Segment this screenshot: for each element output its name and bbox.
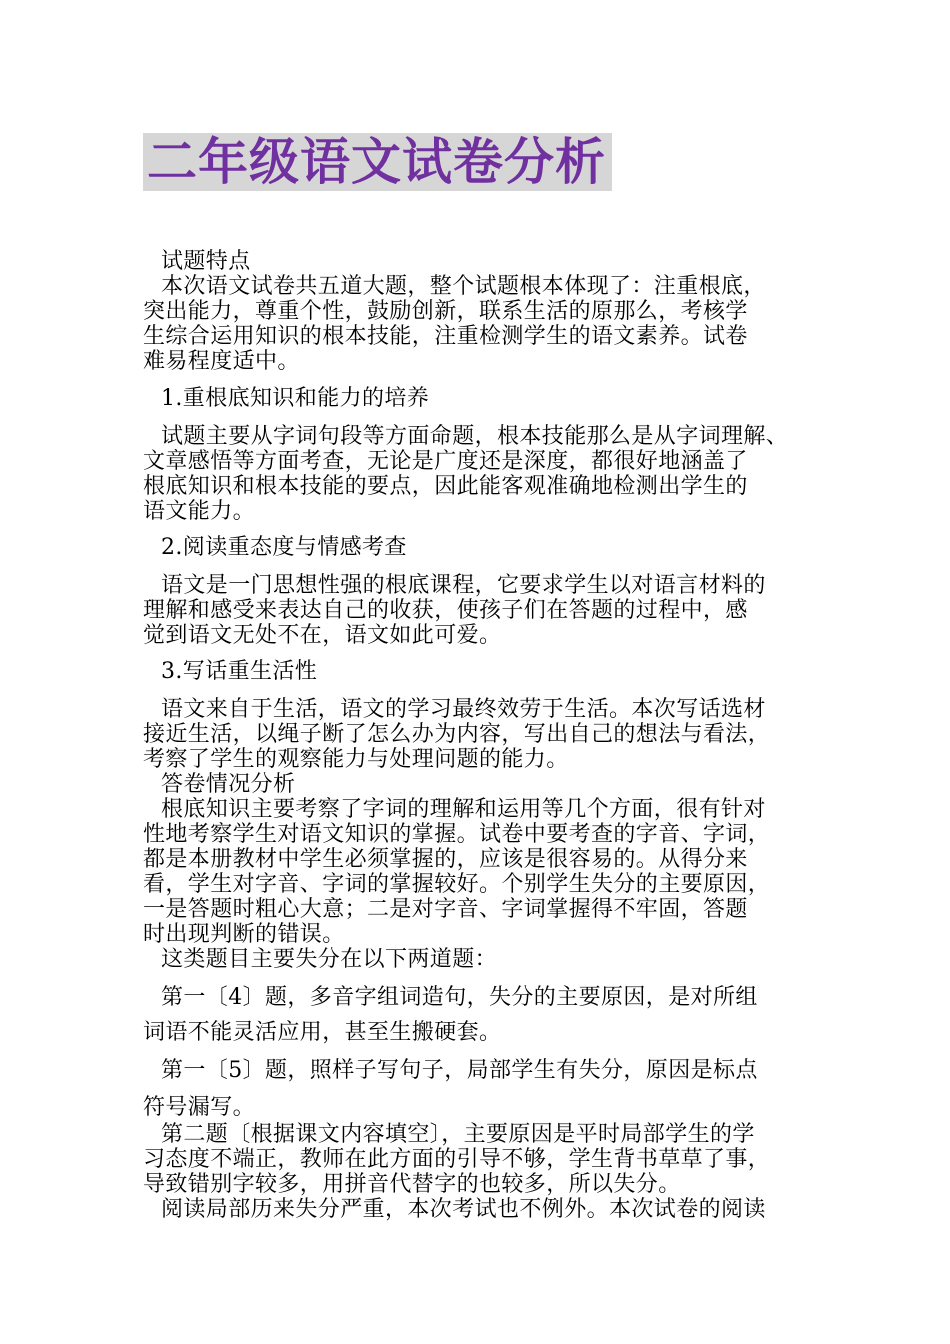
paragraph-line: 一是答题时粗心大意；二是对字音、字词掌握得不牢固，答题 — [143, 897, 748, 922]
section-heading-analysis: 答卷情况分析 — [161, 772, 296, 797]
paragraph-line: 符号漏写。 — [143, 1095, 256, 1120]
paragraph-line: 语文来自于生活，语文的学习最终效劳于生活。本次写话选材 — [161, 697, 766, 722]
paragraph-line: 时出现判断的错误。 — [143, 922, 345, 947]
paragraph-line: 本次语文试卷共五道大题，整个试题根本体现了：注重根底， — [161, 274, 766, 299]
paragraph-line: 理解和感受来表达自己的收获，使孩子们在答题的过程中，感 — [143, 598, 748, 623]
paragraph-line: 接近生活，以绳子断了怎么办为内容，写出自己的想法与看法， — [143, 722, 771, 747]
subheading-2: 2.阅读重态度与情感考查 — [161, 535, 407, 560]
subheading-3: 3.写话重生活性 — [161, 659, 318, 684]
paragraph-line: 第一〔4〕题，多音字组词造句，失分的主要原因，是对所组 — [161, 985, 758, 1010]
paragraph-line: 难易程度适中。 — [143, 349, 300, 374]
section-heading-features: 试题特点 — [161, 249, 251, 274]
paragraph-line: 这类题目主要失分在以下两道题： — [161, 947, 498, 972]
paragraph-line: 语文是一门思想性强的根底课程，它要求学生以对语言材料的 — [161, 573, 766, 598]
paragraph-line: 文章感悟等方面考查，无论是广度还是深度，都很好地涵盖了 — [143, 449, 748, 474]
paragraph-line: 根底知识主要考察了字词的理解和运用等几个方面，很有针对 — [161, 797, 766, 822]
paragraph-line: 第一〔5〕题，照样子写句子，局部学生有失分，原因是标点 — [161, 1058, 758, 1083]
paragraph-line: 第二题〔根据课文内容填空〕，主要原因是平时局部学生的学 — [161, 1122, 755, 1147]
paragraph-line: 考察了学生的观察能力与处理问题的能力。 — [143, 747, 569, 772]
paragraph-line: 语文能力。 — [143, 499, 256, 524]
paragraph-line: 词语不能灵活应用，甚至生搬硬套。 — [143, 1020, 502, 1045]
paragraph-line: 性地考察学生对语文知识的掌握。试卷中要考查的字音、字词， — [143, 822, 771, 847]
paragraph-line: 导致错别字较多，用拼音代替字的也较多，所以失分。 — [143, 1172, 681, 1197]
paragraph-line: 阅读局部历来失分严重，本次考试也不例外。本次试卷的阅读 — [161, 1197, 766, 1222]
paragraph-line: 试题主要从字词句段等方面命题，根本技能那么是从字词理解、 — [161, 424, 789, 449]
page-title: 二年级语文试卷分析 — [143, 133, 612, 191]
paragraph-line: 根底知识和根本技能的要点，因此能客观准确地检测出学生的 — [143, 474, 748, 499]
paragraph-line: 习态度不端正，教师在此方面的引导不够，学生背书草草了事， — [143, 1147, 771, 1172]
paragraph-line: 生综合运用知识的根本技能，注重检测学生的语文素养。试卷 — [143, 324, 748, 349]
paragraph-line: 突出能力，尊重个性，鼓励创新，联系生活的原那么，考核学 — [143, 299, 748, 324]
paragraph-line: 觉到语文无处不在，语文如此可爱。 — [143, 623, 502, 648]
subheading-1: 1.重根底知识和能力的培养 — [161, 386, 430, 411]
paragraph-line: 都是本册教材中学生必须掌握的，应该是很容易的。从得分来 — [143, 847, 748, 872]
paragraph-line: 看，学生对字音、字词的掌握较好。个别学生失分的主要原因， — [143, 872, 771, 897]
